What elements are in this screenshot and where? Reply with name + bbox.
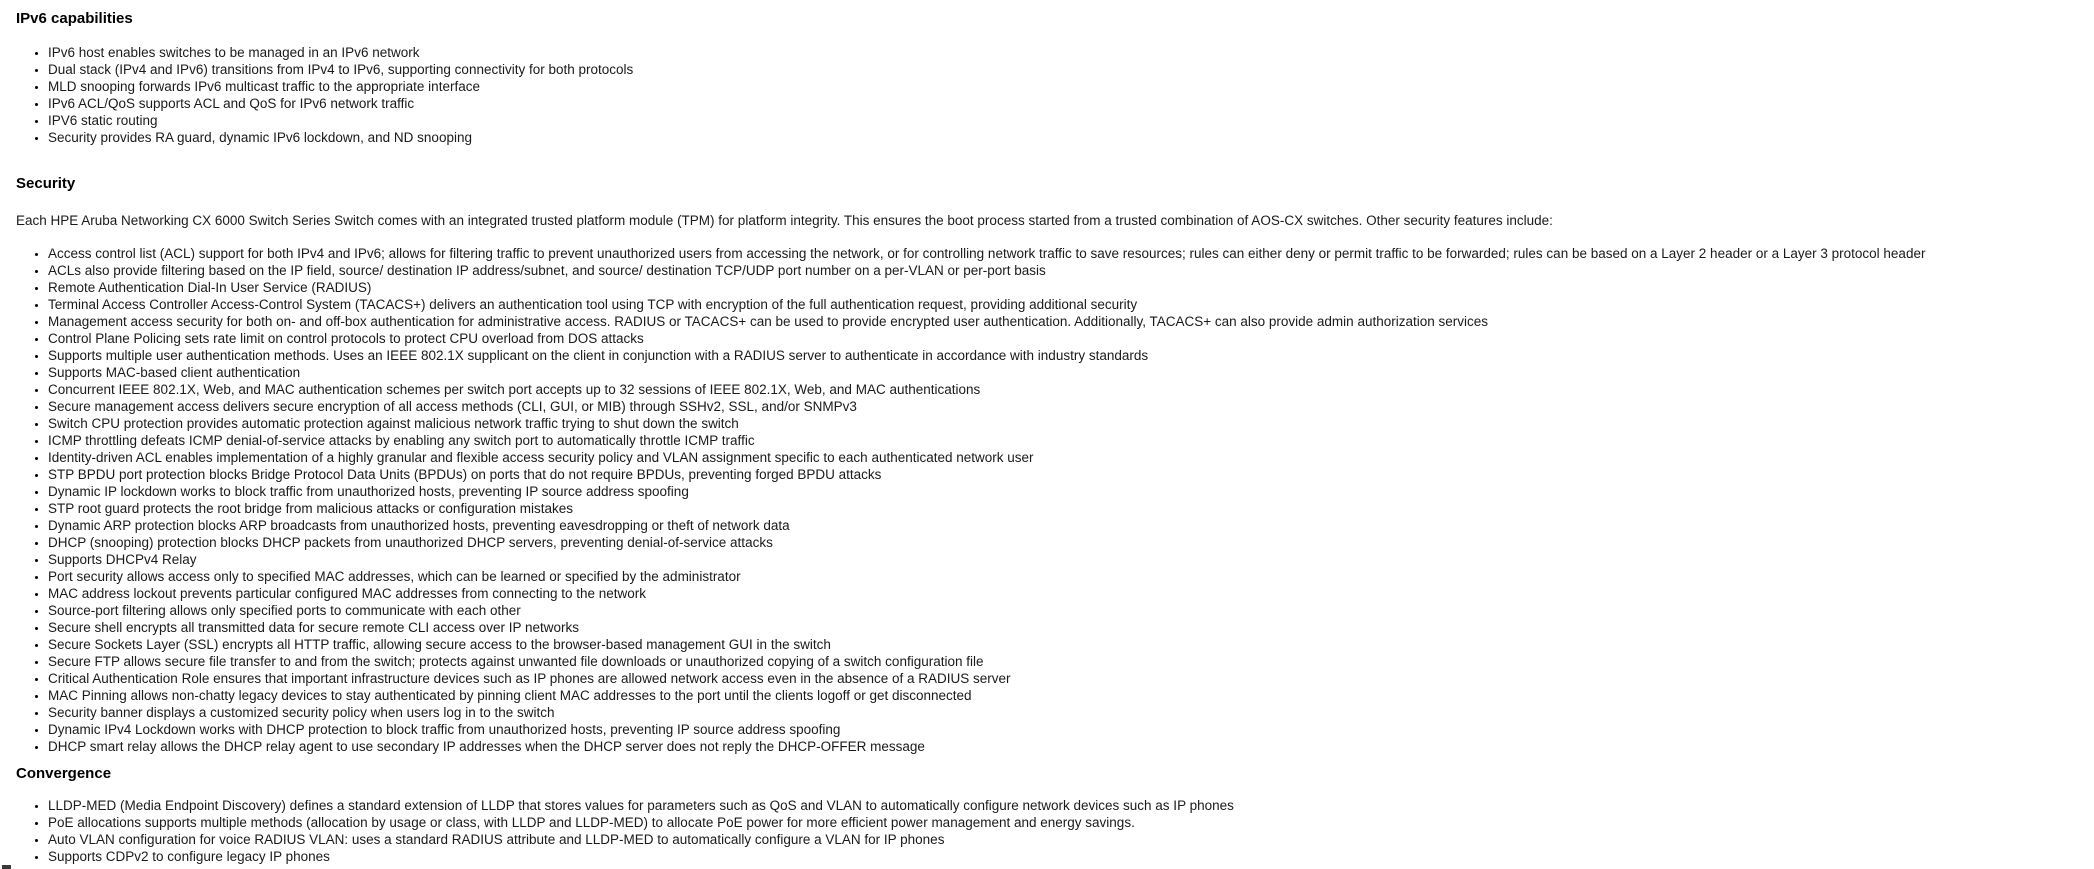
security-bullet-list <box>16 245 2090 755</box>
bullet-item: • Security banner displays a customized security policy when users log in to the switch <box>48 704 2090 721</box>
bullet-item: • Supports multiple user authentication methods. Uses an IEEE 802.1X supplicant on the client in conjunction with a RADIUS server to authenticate in accordance with industry standards <box>48 347 2090 364</box>
bullet-item: • Concurrent IEEE 802.1X, Web, and MAC authentication schemes per switch port accepts up to 32 sessions of IEEE 802.1X, Web, and MAC authentications <box>48 381 2090 398</box>
bullet-item: • Source-port filtering allows only specified ports to communicate with each other <box>48 602 2090 619</box>
section-heading-security: Security <box>16 175 76 192</box>
bullet-item: • Remote Authentication Dial-In User Service (RADIUS) <box>48 279 2090 296</box>
bullet-item: • ACLs also provide filtering based on the IP field, source/ destination IP address/subnet, and source/ destination TCP/UDP port number on a per-VLAN or per-port basis <box>48 262 2090 279</box>
bullet-item: • Secure shell encrypts all transmitted data for secure remote CLI access over IP networks <box>48 619 2090 636</box>
bullet-item: • ICMP throttling defeats ICMP denial-of-service attacks by enabling any switch port to automatically throttle ICMP traffic <box>48 432 2090 449</box>
bullet-item: • Switch CPU protection provides automatic protection against malicious network traffic trying to shut down the switch <box>48 415 2090 432</box>
bullet-item: • Dynamic ARP protection blocks ARP broadcasts from unauthorized hosts, preventing eavesdropping or theft of network data <box>48 517 2090 534</box>
section-security <box>16 175 2090 755</box>
bullet-item: • Critical Authentication Role ensures that important infrastructure devices such as IP phones are allowed network access even in the absence of a RADIUS server <box>48 670 2090 687</box>
bullet-item: • IPV6 static routing <box>48 112 2090 129</box>
cut-off-text-fragment <box>2 865 11 869</box>
bullet-item: • Dynamic IP lockdown works to block traffic from unauthorized hosts, preventing IP source address spoofing <box>48 483 2090 500</box>
bullet-item: • MLD snooping forwards IPv6 multicast traffic to the appropriate interface <box>48 78 2090 95</box>
bullet-item: • Control Plane Policing sets rate limit on control protocols to protect CPU overload from DOS attacks <box>48 330 2090 347</box>
bullet-item: • MAC Pinning allows non-chatty legacy devices to stay authenticated by pinning client MAC addresses to the port until the clients logoff or get disconnected <box>48 687 2090 704</box>
bullet-item: • Supports CDPv2 to configure legacy IP phones <box>48 848 2090 865</box>
bullet-item: • STP root guard protects the root bridge from malicious attacks or configuration mistakes <box>48 500 2090 517</box>
bullet-item: • Supports MAC-based client authentication <box>48 364 2090 381</box>
bullet-item: • Dynamic IPv4 Lockdown works with DHCP protection to block traffic from unauthorized hosts, preventing IP source address spoofing <box>48 721 2090 738</box>
section-ipv6-capabilities <box>16 10 2090 146</box>
convergence-bullet-list <box>16 797 2090 865</box>
bullet-item: • Port security allows access only to specified MAC addresses, which can be learned or specified by the administrator <box>48 568 2090 585</box>
bullet-item: • Terminal Access Controller Access-Control System (TACACS+) delivers an authentication tool using TCP with encryption of the full authentication request, providing additional security <box>48 296 2090 313</box>
section-convergence <box>16 765 2090 865</box>
section-heading-convergence: Convergence <box>16 765 112 782</box>
bullet-item: • Auto VLAN configuration for voice RADIUS VLAN: uses a standard RADIUS attribute and LLDP-MED to automatically configure a VLAN for IP phones <box>48 831 2090 848</box>
bullet-item: • STP BPDU port protection blocks Bridge Protocol Data Units (BPDUs) on ports that do not require BPDUs, preventing forged BPDU attacks <box>48 466 2090 483</box>
bullet-item: • Management access security for both on- and off-box authentication for administrative access. RADIUS or TACACS+ can be used to provide encrypted user authentication. Additionally, TACACS+ can also provide admin authorization services <box>48 313 2090 330</box>
security-intro-paragraph: Each HPE Aruba Networking CX 6000 Switch Series Switch comes with an integrated trusted platform module (TPM) for platform integrity. This ensures the boot process started from a trusted combination of AOS-CX switches. Other security features include: <box>16 213 1553 228</box>
bullet-item: • Identity-driven ACL enables implementation of a highly granular and flexible access security policy and VLAN assignment specific to each authenticated network user <box>48 449 2090 466</box>
bullet-item: • DHCP smart relay allows the DHCP relay agent to use secondary IP addresses when the DHCP server does not reply the DHCP-OFFER message <box>48 738 2090 755</box>
bullet-item: • Supports DHCPv4 Relay <box>48 551 2090 568</box>
bullet-item: • Secure management access delivers secure encryption of all access methods (CLI, GUI, or MIB) through SSHv2, SSL, and/or SNMPv3 <box>48 398 2090 415</box>
section-heading-ipv6-capabilities: IPv6 capabilities <box>16 10 133 27</box>
ipv6-capabilities-bullet-list <box>16 44 2090 146</box>
bullet-item: • Access control list (ACL) support for both IPv4 and IPv6; allows for filtering traffic to prevent unauthorized users from accessing the network, or for controlling network traffic to save resources; rules can either deny or permit traffic to be forwarded; rules can be based on a Layer 2 header or a Layer 3 protocol header <box>48 245 2090 262</box>
bullet-item: • LLDP-MED (Media Endpoint Discovery) defines a standard extension of LLDP that stores values for parameters such as QoS and VLAN to automatically configure network devices such as IP phones <box>48 797 2090 814</box>
bullet-item: • Secure Sockets Layer (SSL) encrypts all HTTP traffic, allowing secure access to the browser-based management GUI in the switch <box>48 636 2090 653</box>
bullet-item: • DHCP (snooping) protection blocks DHCP packets from unauthorized DHCP servers, preventing denial-of-service attacks <box>48 534 2090 551</box>
bullet-item: • Security provides RA guard, dynamic IPv6 lockdown, and ND snooping <box>48 129 2090 146</box>
bullet-item: • Dual stack (IPv4 and IPv6) transitions from IPv4 to IPv6, supporting connectivity for both protocols <box>48 61 2090 78</box>
bullet-item: • IPv6 host enables switches to be managed in an IPv6 network <box>48 44 2090 61</box>
bullet-item: • IPv6 ACL/QoS supports ACL and QoS for IPv6 network traffic <box>48 95 2090 112</box>
bullet-item: • Secure FTP allows secure file transfer to and from the switch; protects against unwanted file downloads or unauthorized copying of a switch configuration file <box>48 653 2090 670</box>
bullet-item: • PoE allocations supports multiple methods (allocation by usage or class, with LLDP and LLDP-MED) to allocate PoE power for more efficient power management and energy savings. <box>48 814 2090 831</box>
bullet-item: • MAC address lockout prevents particular configured MAC addresses from connecting to the network <box>48 585 2090 602</box>
